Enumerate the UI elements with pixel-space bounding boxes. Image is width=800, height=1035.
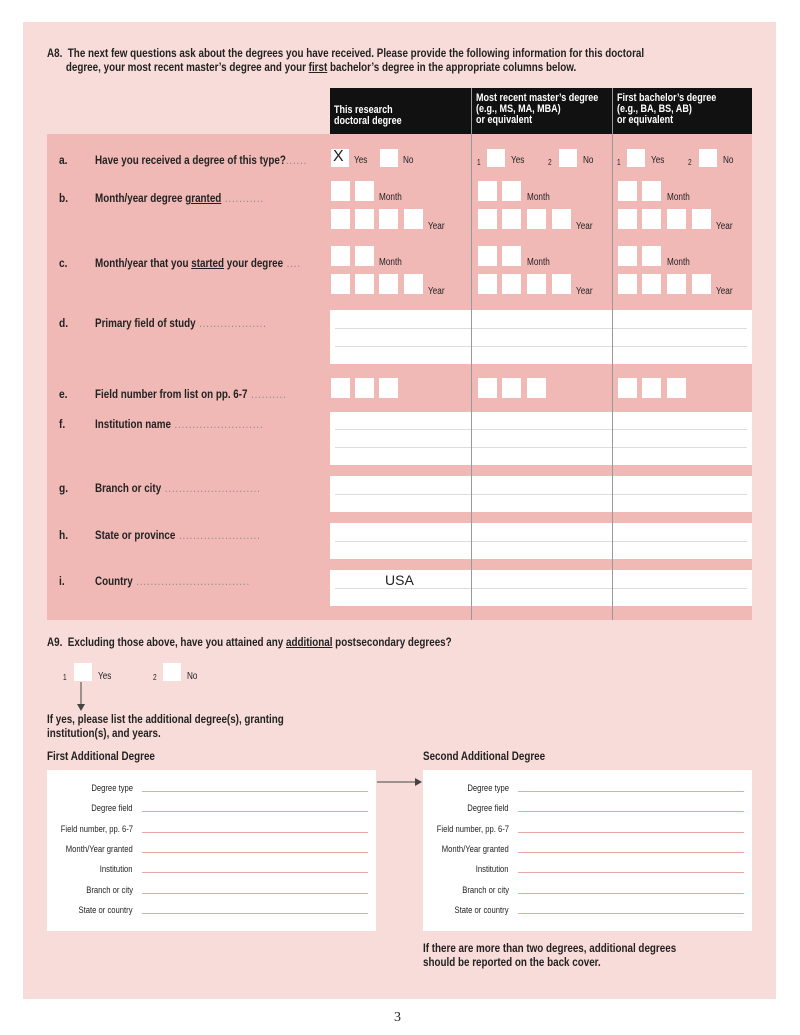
- bachelors-no-label: No: [723, 155, 734, 166]
- bachelors-granted-year-1[interactable]: [618, 209, 637, 229]
- masters-no-label: No: [583, 155, 594, 166]
- bachelors-started-year-1[interactable]: [618, 274, 637, 294]
- masters-field-number-1[interactable]: [478, 378, 497, 398]
- bachelors-granted-year-4[interactable]: [692, 209, 711, 229]
- masters-granted-year-2[interactable]: [502, 209, 521, 229]
- doctoral-started-month-2[interactable]: [355, 246, 374, 266]
- bachelors-started-year-3[interactable]: [667, 274, 686, 294]
- checked-x-mark: X: [333, 148, 344, 165]
- doctoral-started-year-2[interactable]: [355, 274, 374, 294]
- first-additional-title: First Additional Degree: [47, 749, 155, 763]
- bachelors-granted-month-1[interactable]: [618, 181, 637, 201]
- bachelors-started-year-2[interactable]: [642, 274, 661, 294]
- column-divider-2: [612, 88, 613, 620]
- a9-no-code: 2: [153, 673, 157, 682]
- doctoral-yes-checkbox[interactable]: [331, 149, 349, 167]
- masters-granted-year-1[interactable]: [478, 209, 497, 229]
- masters-granted-month-2[interactable]: [502, 181, 521, 201]
- doctoral-no-label: No: [403, 155, 414, 166]
- second-degree-type-line[interactable]: [518, 791, 744, 792]
- first-degree-type-line[interactable]: [142, 791, 368, 792]
- second-month-year-line[interactable]: [518, 852, 744, 853]
- a8-number: A8.: [47, 46, 63, 60]
- masters-granted-month-1[interactable]: [478, 181, 497, 201]
- first-branch-city-line[interactable]: [142, 893, 368, 894]
- more-degrees-note: If there are more than two degrees, additional degrees should be reported on the back cover.: [423, 941, 677, 969]
- a8-text-line2: degree, your most recent master’s degree and your: [65, 60, 309, 74]
- a9-yes-label: Yes: [98, 671, 112, 682]
- doctoral-granted-month-1[interactable]: [331, 181, 350, 201]
- bachelors-field-number-2[interactable]: [642, 378, 661, 398]
- masters-no-checkbox[interactable]: [559, 149, 577, 167]
- a8-first-underlined: first: [308, 60, 328, 74]
- bachelors-granted-month-2[interactable]: [642, 181, 661, 201]
- masters-started-month-1[interactable]: [478, 246, 497, 266]
- second-institution-line[interactable]: [518, 872, 744, 873]
- second-additional-degree-box: [423, 770, 752, 931]
- doctoral-granted-year-2[interactable]: [355, 209, 374, 229]
- column-header-doctoral: This research doctoral degree: [334, 104, 402, 127]
- masters-started-month-label: Month: [527, 257, 550, 268]
- bachelors-granted-year-label: Year: [716, 221, 733, 232]
- a9-yes-code: 1: [63, 673, 67, 682]
- first-field-number-label: Field number, pp. 6-7: [60, 824, 133, 834]
- masters-field-number-3[interactable]: [527, 378, 546, 398]
- right-arrow-icon: [377, 777, 423, 787]
- first-institution-label: Institution: [100, 864, 133, 874]
- second-field-number-label: Field number, pp. 6-7: [436, 824, 509, 834]
- first-additional-degree-box: [47, 770, 376, 931]
- doctoral-granted-month-label: Month: [379, 192, 402, 203]
- first-month-year-line[interactable]: [142, 852, 368, 853]
- first-degree-field-label: Degree field: [91, 803, 133, 813]
- bachelors-started-year-4[interactable]: [692, 274, 711, 294]
- doctoral-granted-year-4[interactable]: [404, 209, 423, 229]
- second-degree-field-label: Degree field: [467, 803, 509, 813]
- column-header-masters: Most recent master’s degree (e.g., MS, MA, MBA) or equivalent: [476, 92, 599, 126]
- masters-granted-year-label: Year: [576, 221, 593, 232]
- second-field-number-line[interactable]: [518, 832, 744, 833]
- survey-page: A8. The next few questions ask about the degrees you have received. Please provide the following information for this doctoral degree, your most recent master’s degree and your first bachelor’s degree in the appropriate columns below. This research doctoral degree Most recent master’s degree (e.g., MS, MA, MBA) or equivalent First bachelor’s degree (e.g., BA, BS, AB) or equivalent a. Have you received a degree of this type?...... b. Month/year degree granted ........... c. Month/year that you started your degree .... d. Primary field of study ................... e. Field number from list on pp. 6-7 .......... f. Institution name ......................... g. Branch or city ........................... h. State or province ....................... i. Country ................................ X Yes No 1 Yes 2 No 1 Yes 2 No Month Year Month Year Month Year Month Year Month Year Month Year USA A9. Excluding those above, have you attained any additional postsecondary degrees? 1 Yes 2 No If yes, please list the additional degree(s), granting institution(s), and years. First Additional Degree Second Additional Degree Degree type Degree field Field number, pp. 6-7 Month/Year granted Institution Branch or city State or country Degree type Degree field Field number, pp. 6-7 Month/Year granted Institution Branch or city State or country If there are more than two degrees, additional degrees should be reported on the back cover.: [23, 22, 776, 999]
- bachelors-yes-checkbox[interactable]: [627, 149, 645, 167]
- doctoral-country-value: USA: [385, 572, 414, 588]
- doctoral-started-month-1[interactable]: [331, 246, 350, 266]
- second-institution-label: Institution: [476, 864, 509, 874]
- bachelors-started-month-label: Month: [667, 257, 690, 268]
- column-header-bachelors: First bachelor’s degree (e.g., BA, BS, AB) or equivalent: [617, 92, 717, 126]
- masters-no-code: 2: [548, 158, 552, 167]
- masters-field-number-2[interactable]: [502, 378, 521, 398]
- doctoral-granted-year-label: Year: [428, 221, 445, 232]
- bachelors-started-month-2[interactable]: [642, 246, 661, 266]
- column-divider-1: [471, 88, 472, 620]
- first-degree-type-label: Degree type: [91, 783, 133, 793]
- first-institution-line[interactable]: [142, 872, 368, 873]
- first-state-country-label: State or country: [78, 905, 133, 915]
- doctoral-started-year-4[interactable]: [404, 274, 423, 294]
- second-state-country-line[interactable]: [518, 913, 744, 914]
- masters-started-year-label: Year: [576, 286, 593, 297]
- bachelors-field-number-1[interactable]: [618, 378, 637, 398]
- a8-text-line1: The next few questions ask about the degrees you have received. Please provide the following information for this doctoral: [67, 46, 645, 60]
- first-month-year-label: Month/Year granted: [66, 844, 133, 854]
- doctoral-started-month-label: Month: [379, 257, 402, 268]
- bachelors-granted-year-2[interactable]: [642, 209, 661, 229]
- bachelors-granted-month-label: Month: [667, 192, 690, 203]
- bachelors-yes-label: Yes: [651, 155, 665, 166]
- bachelors-started-year-label: Year: [716, 286, 733, 297]
- doctoral-granted-year-1[interactable]: [331, 209, 350, 229]
- masters-yes-checkbox[interactable]: [487, 149, 505, 167]
- second-degree-field-line[interactable]: [518, 811, 744, 812]
- second-month-year-label: Month/Year granted: [442, 844, 509, 854]
- doctoral-started-year-1[interactable]: [331, 274, 350, 294]
- masters-started-year-3[interactable]: [527, 274, 546, 294]
- masters-yes-code: 1: [477, 158, 481, 167]
- doctoral-field-number-3[interactable]: [379, 378, 398, 398]
- bachelors-no-code: 2: [688, 158, 692, 167]
- doctoral-yes-label: Yes: [354, 155, 368, 166]
- doctoral-field-number-2[interactable]: [355, 378, 374, 398]
- a8-text-line2-end: bachelor’s degree in the appropriate columns below.: [327, 60, 577, 74]
- doctoral-no-checkbox[interactable]: [380, 149, 398, 167]
- doctoral-started-year-3[interactable]: [379, 274, 398, 294]
- second-branch-city-label: Branch or city: [462, 885, 509, 895]
- second-state-country-label: State or country: [454, 905, 509, 915]
- masters-granted-year-4[interactable]: [552, 209, 571, 229]
- masters-started-month-2[interactable]: [502, 246, 521, 266]
- down-arrow-icon: [75, 682, 87, 712]
- bachelors-started-month-1[interactable]: [618, 246, 637, 266]
- masters-started-year-4[interactable]: [552, 274, 571, 294]
- masters-started-year-2[interactable]: [502, 274, 521, 294]
- bachelors-granted-year-3[interactable]: [667, 209, 686, 229]
- first-field-number-line[interactable]: [142, 832, 368, 833]
- doctoral-granted-month-2[interactable]: [355, 181, 374, 201]
- second-additional-title: Second Additional Degree: [423, 749, 546, 763]
- masters-yes-label: Yes: [511, 155, 525, 166]
- institution-name-area: [330, 412, 752, 465]
- a9-instruction: If yes, please list the additional degree(s), granting institution(s), and years.: [47, 712, 284, 740]
- a9-no-checkbox[interactable]: [163, 663, 181, 681]
- a9-no-label: No: [187, 671, 198, 682]
- masters-started-year-1[interactable]: [478, 274, 497, 294]
- bachelors-yes-code: 1: [617, 158, 621, 167]
- bachelors-no-checkbox[interactable]: [699, 149, 717, 167]
- a9-question: A9. Excluding those above, have you attained any additional postsecondary degrees?: [47, 635, 452, 649]
- second-degree-type-label: Degree type: [467, 783, 509, 793]
- bachelors-field-number-3[interactable]: [667, 378, 686, 398]
- second-branch-city-line[interactable]: [518, 893, 744, 894]
- field-of-study-area: [330, 310, 752, 364]
- doctoral-field-number-1[interactable]: [331, 378, 350, 398]
- masters-granted-month-label: Month: [527, 192, 550, 203]
- first-state-country-line[interactable]: [142, 913, 368, 914]
- first-branch-city-label: Branch or city: [86, 885, 133, 895]
- a9-yes-checkbox[interactable]: [74, 663, 92, 681]
- page-number: 3: [394, 1010, 401, 1025]
- doctoral-started-year-label: Year: [428, 286, 445, 297]
- first-degree-field-line[interactable]: [142, 811, 368, 812]
- doctoral-granted-year-3[interactable]: [379, 209, 398, 229]
- masters-granted-year-3[interactable]: [527, 209, 546, 229]
- a8-question: [47, 46, 644, 74]
